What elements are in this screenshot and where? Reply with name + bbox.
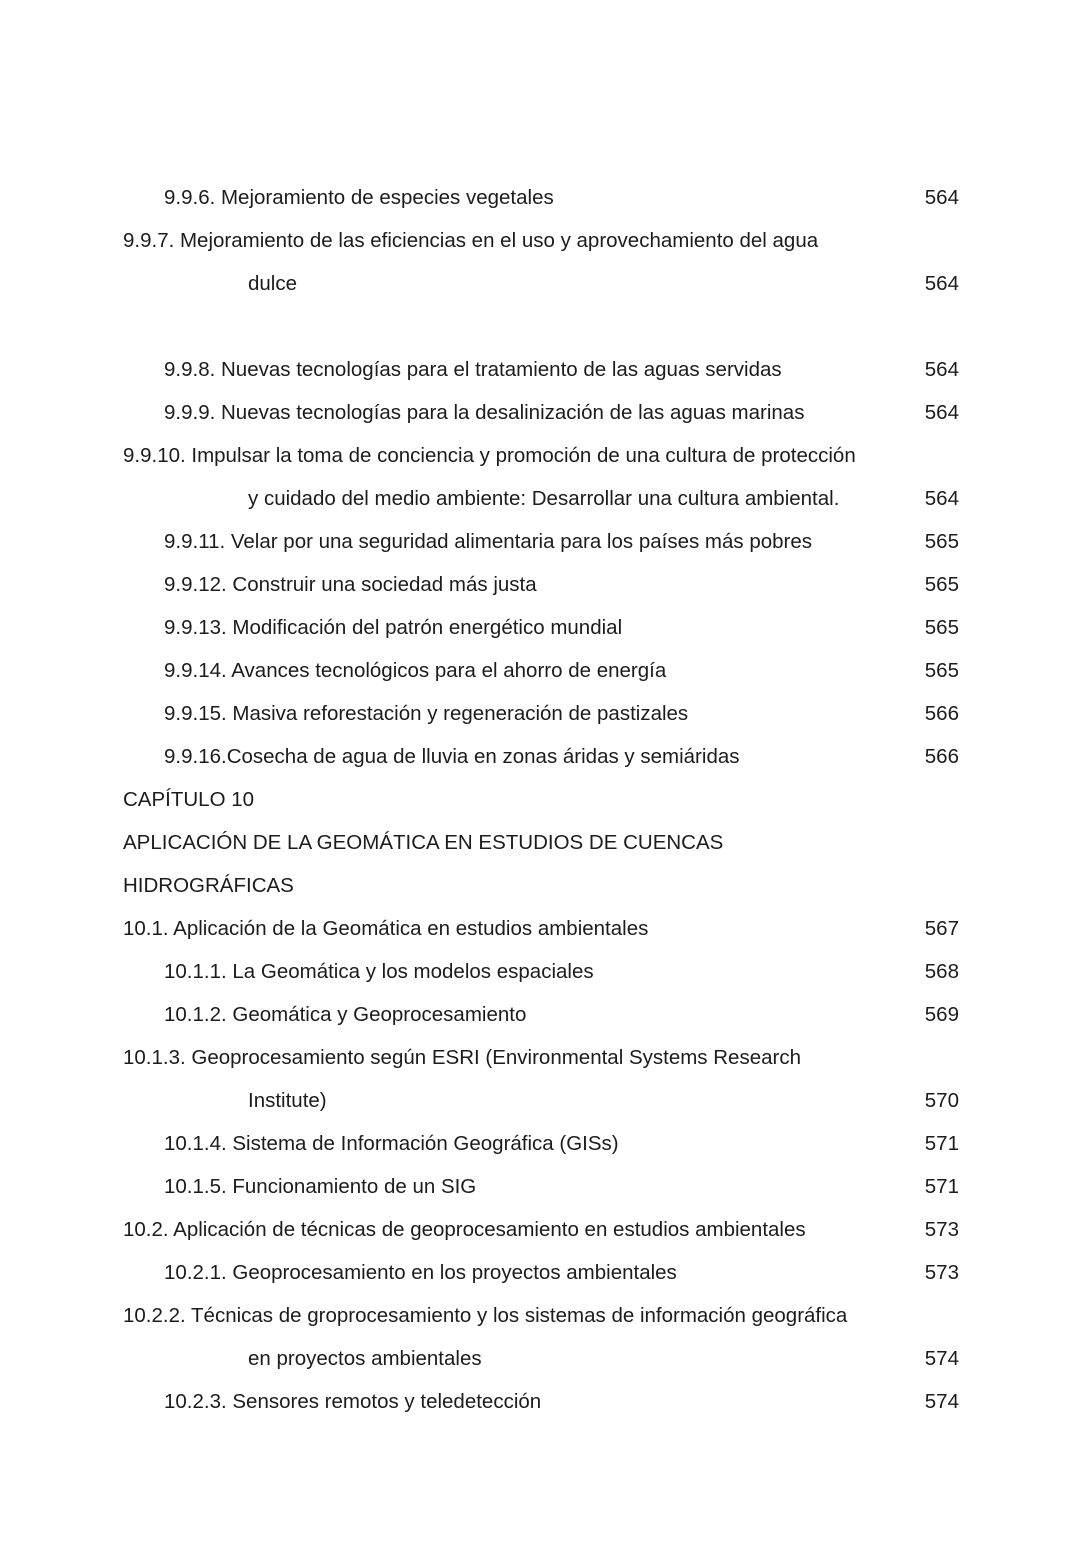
toc-entry-page-number: 567 — [924, 917, 959, 940]
toc-entry[interactable] — [123, 1337, 959, 1380]
toc-entry-title: 9.9.11. Velar por una seguridad alimentaria para los países más pobres — [164, 530, 813, 553]
toc-entry-title: APLICACIÓN DE LA GEOMÁTICA EN ESTUDIOS DE CUENCAS — [123, 831, 724, 854]
toc-entry-page-number: 565 — [924, 573, 959, 596]
toc-entry-page-number: 564 — [924, 186, 959, 209]
toc-entry[interactable] — [123, 1165, 959, 1208]
toc-entry[interactable] — [123, 1251, 959, 1294]
toc-entry[interactable] — [123, 262, 959, 305]
toc-entry[interactable] — [123, 735, 959, 778]
toc-entry-title: 9.9.7. Mejoramiento de las eficiencias en el uso y aprovechamiento del agua — [123, 229, 819, 252]
toc-entry[interactable] — [123, 391, 959, 434]
toc-entry[interactable] — [123, 477, 959, 520]
toc-entry-title: 9.9.6. Mejoramiento de especies vegetales — [164, 186, 554, 209]
toc-entry-page-number: 574 — [924, 1347, 959, 1370]
toc-entry[interactable] — [123, 434, 959, 477]
toc-entry-title: dulce — [248, 272, 298, 295]
toc-entry-title: 9.9.13. Modificación del patrón energético mundial — [164, 616, 623, 639]
toc-entry-title: 10.2. Aplicación de técnicas de geoprocesamiento en estudios ambientales — [123, 1218, 806, 1241]
toc-entry[interactable] — [123, 1380, 959, 1423]
toc-entry[interactable] — [123, 821, 959, 864]
toc-entry-title: 9.9.16.Cosecha de agua de lluvia en zonas áridas y semiáridas — [164, 745, 740, 768]
toc-entry[interactable] — [123, 1294, 959, 1337]
toc-entry-title: y cuidado del medio ambiente: Desarrollar una cultura ambiental. — [248, 487, 840, 510]
toc-entry[interactable] — [123, 864, 959, 907]
toc-entry[interactable] — [123, 1122, 959, 1165]
toc-entry-page-number: 566 — [924, 745, 959, 768]
toc-entry-title: 10.2.1. Geoprocesamiento en los proyectos ambientales — [164, 1261, 677, 1284]
toc-entry-page-number: 573 — [924, 1261, 959, 1284]
toc-entry-title: 10.1.5. Funcionamiento de un SIG — [164, 1175, 477, 1198]
toc-entry-page-number: 569 — [924, 1003, 959, 1026]
toc-entry-title: 10.1.4. Sistema de Información Geográfica (GISs) — [164, 1132, 619, 1155]
toc-entry[interactable] — [123, 993, 959, 1036]
toc-entry-title: 9.9.9. Nuevas tecnologías para la desalinización de las aguas marinas — [164, 401, 805, 424]
toc-entry[interactable] — [123, 649, 959, 692]
toc-entry-page-number: 565 — [924, 659, 959, 682]
toc-entry-title: 10.2.3. Sensores remotos y teledetección — [164, 1390, 542, 1413]
toc-entry-page-number: 565 — [924, 616, 959, 639]
toc-entry-page-number: 574 — [924, 1390, 959, 1413]
toc-entry-page-number: 568 — [924, 960, 959, 983]
toc-entry[interactable] — [123, 950, 959, 993]
toc-entry-title: Institute) — [248, 1089, 327, 1112]
toc-entry-title: 10.1. Aplicación de la Geomática en estudios ambientales — [123, 917, 649, 940]
toc-entry-title: 9.9.15. Masiva reforestación y regeneración de pastizales — [164, 702, 689, 725]
toc-entry-title: 9.9.12. Construir una sociedad más justa — [164, 573, 537, 596]
toc-entry-title: 10.1.1. La Geomática y los modelos espaciales — [164, 960, 594, 983]
toc-entry-page-number: 565 — [924, 530, 959, 553]
toc-entry[interactable] — [123, 1208, 959, 1251]
toc-entry-title: 9.9.10. Impulsar la toma de conciencia y promoción de una cultura de protección — [123, 444, 856, 467]
toc-entry-page-number: 564 — [924, 272, 959, 295]
toc-entry[interactable] — [123, 692, 959, 735]
toc-entry[interactable] — [123, 778, 959, 821]
toc-entry[interactable] — [123, 907, 959, 950]
toc-entry-page-number: 564 — [924, 401, 959, 424]
toc-entry[interactable] — [123, 520, 959, 563]
toc-entry-page-number: 566 — [924, 702, 959, 725]
toc-entry-title: 10.2.2. Técnicas de groprocesamiento y los sistemas de información geográfica — [123, 1304, 848, 1327]
toc-entry[interactable] — [123, 1036, 959, 1079]
table-of-contents — [123, 176, 959, 1423]
toc-entry[interactable] — [123, 1079, 959, 1122]
toc-entry-title: CAPÍTULO 10 — [123, 788, 255, 811]
toc-entry-title: HIDROGRÁFICAS — [123, 874, 294, 897]
toc-entry-title: en proyectos ambientales — [248, 1347, 482, 1370]
toc-entry-title: 10.1.3. Geoprocesamiento según ESRI (Environmental Systems Research — [123, 1046, 801, 1069]
toc-entry-title: 9.9.8. Nuevas tecnologías para el tratamiento de las aguas servidas — [164, 358, 782, 381]
toc-entry[interactable] — [123, 606, 959, 649]
toc-entry-title: 9.9.14. Avances tecnológicos para el ahorro de energía — [164, 659, 667, 682]
toc-entry-page-number: 571 — [924, 1132, 959, 1155]
toc-entry[interactable] — [123, 176, 959, 219]
toc-entry-page-number: 571 — [924, 1175, 959, 1198]
toc-entry-title: 10.1.2. Geomática y Geoprocesamiento — [164, 1003, 527, 1026]
toc-entry-page-number: 570 — [924, 1089, 959, 1112]
toc-entry[interactable] — [123, 348, 959, 391]
toc-entry[interactable] — [123, 219, 959, 262]
toc-entry-page-number: 573 — [924, 1218, 959, 1241]
toc-entry[interactable] — [123, 563, 959, 606]
toc-entry-page-number: 564 — [924, 358, 959, 381]
toc-entry-page-number: 564 — [924, 487, 959, 510]
